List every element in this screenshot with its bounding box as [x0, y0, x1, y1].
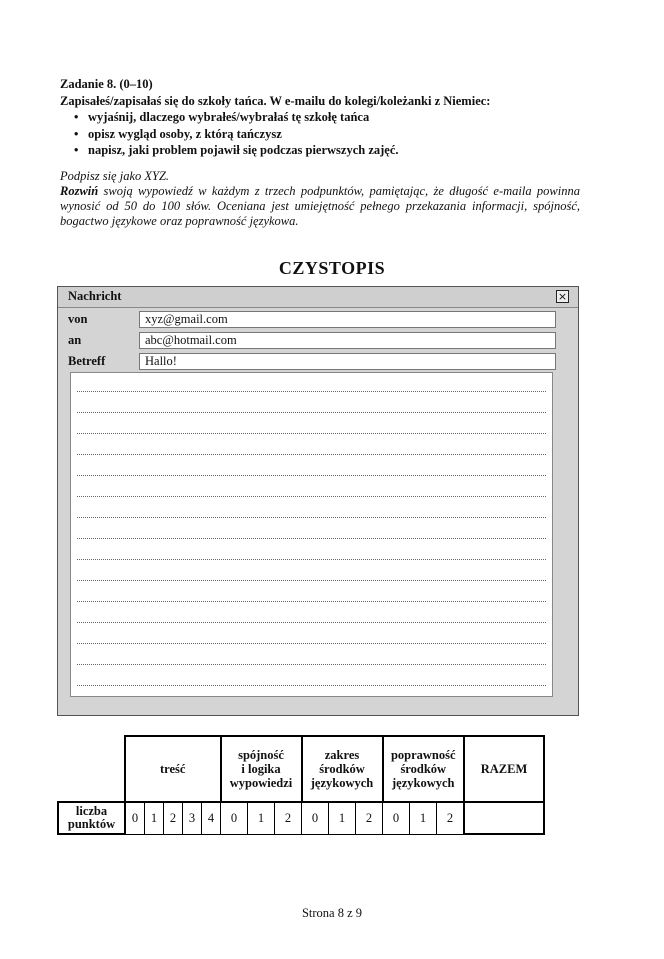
task-prompt: Zapisałeś/zapisałaś się do szkoły tańca. W e-mailu do kolegi/koleżanki z Niemiec:: [60, 93, 491, 108]
empty-corner: [58, 736, 125, 802]
header-zakres-line: zakres: [324, 748, 360, 762]
point-cell[interactable]: 3: [183, 802, 202, 834]
field-label-an: an: [68, 333, 82, 347]
writing-line: [77, 433, 546, 434]
page-footer: Strona 8 z 9: [301, 906, 363, 920]
header-poprawnosc-line: środków: [400, 762, 447, 776]
point-cell[interactable]: 0: [221, 802, 248, 834]
header-spojnosc-line: spójność: [238, 748, 284, 762]
score-header-row: [58, 736, 544, 802]
field-label-betreff: Betreff: [68, 354, 106, 368]
writing-line: [77, 391, 546, 392]
point-cell[interactable]: 2: [275, 802, 302, 834]
writing-line: [77, 454, 546, 455]
task-point: • wyjaśnij, dlaczego wybrałeś/wybrałaś tę szkołę tańca: [88, 109, 620, 126]
point-cell[interactable]: 2: [356, 802, 383, 834]
writing-line: [77, 685, 546, 686]
instructions-lead: Rozwiń: [60, 184, 99, 198]
row-label-line: punktów: [67, 817, 116, 831]
writing-line: [77, 475, 546, 476]
task-points-list: [60, 109, 620, 159]
task-point: • opisz wygląd osoby, z którą tańczysz: [88, 126, 620, 143]
message-body-area[interactable]: [70, 372, 553, 697]
writing-instructions: [60, 184, 580, 229]
header-spojnosc: [221, 736, 302, 802]
task-title: Zadanie 8. (0–10): [60, 77, 153, 91]
header-zakres-line: językowych: [310, 776, 374, 790]
writing-line: [77, 664, 546, 665]
task-point: • napisz, jaki problem pojawił się podczas pierwszych zajęć.: [88, 142, 620, 159]
writing-line: [77, 601, 546, 602]
writing-line: [77, 517, 546, 518]
score-points-row: [58, 802, 544, 834]
header-poprawnosc-line: poprawność: [390, 748, 456, 762]
header-tresc: treść: [125, 736, 221, 802]
window-titlebar: [58, 287, 578, 308]
point-cell[interactable]: 1: [410, 802, 437, 834]
writing-line: [77, 643, 546, 644]
field-label-von: von: [68, 312, 88, 326]
header-row-an: [58, 330, 578, 351]
header-poprawnosc: [383, 736, 465, 802]
header-poprawnosc-line: językowych: [392, 776, 455, 790]
writing-line: [77, 559, 546, 560]
header-row-von: [58, 309, 578, 330]
header-spojnosc-line: i logika: [241, 762, 281, 776]
header-spojnosc-line: wypowiedzi: [229, 776, 293, 790]
sign-instruction: Podpisz się jako XYZ.: [60, 169, 170, 183]
header-razem: RAZEM: [464, 736, 544, 802]
point-cell[interactable]: 1: [329, 802, 356, 834]
instructions-text: swoją wypowiedź w każdym z trzech podpunktów, pamiętając, że długość e-maila powinna wynosić od 50 do 100 słów. Oceniana jest umiejętność pełnego przekazania informacji, spójność, bogactwo językowe oraz poprawność językowa.: [60, 184, 580, 228]
writing-line: [77, 496, 546, 497]
row-label: [58, 802, 125, 834]
writing-line: [77, 622, 546, 623]
point-cell[interactable]: 1: [145, 802, 164, 834]
close-icon[interactable]: ×: [557, 290, 568, 303]
point-cell[interactable]: 0: [302, 802, 329, 834]
section-title: CZYSTOPIS: [278, 258, 386, 278]
point-cell[interactable]: 1: [248, 802, 275, 834]
header-zakres: [302, 736, 383, 802]
window-title: Nachricht: [68, 289, 122, 303]
point-cell[interactable]: 0: [383, 802, 410, 834]
header-zakres-line: środków: [319, 762, 365, 776]
to-field[interactable]: abc@hotmail.com: [139, 332, 556, 349]
from-field[interactable]: xyz@gmail.com: [139, 311, 556, 328]
email-window: [57, 286, 579, 716]
razem-cell[interactable]: [464, 802, 544, 834]
row-label-line: liczba: [75, 804, 108, 818]
score-table: [57, 735, 545, 835]
point-cell[interactable]: 2: [437, 802, 465, 834]
point-cell[interactable]: 2: [164, 802, 183, 834]
task-block: [60, 76, 620, 159]
writing-line: [77, 412, 546, 413]
point-cell[interactable]: 4: [202, 802, 221, 834]
writing-line: [77, 580, 546, 581]
subject-field[interactable]: Hallo!: [139, 353, 556, 370]
writing-line: [77, 538, 546, 539]
point-cell[interactable]: 0: [125, 802, 145, 834]
header-row-betreff: [58, 351, 578, 372]
